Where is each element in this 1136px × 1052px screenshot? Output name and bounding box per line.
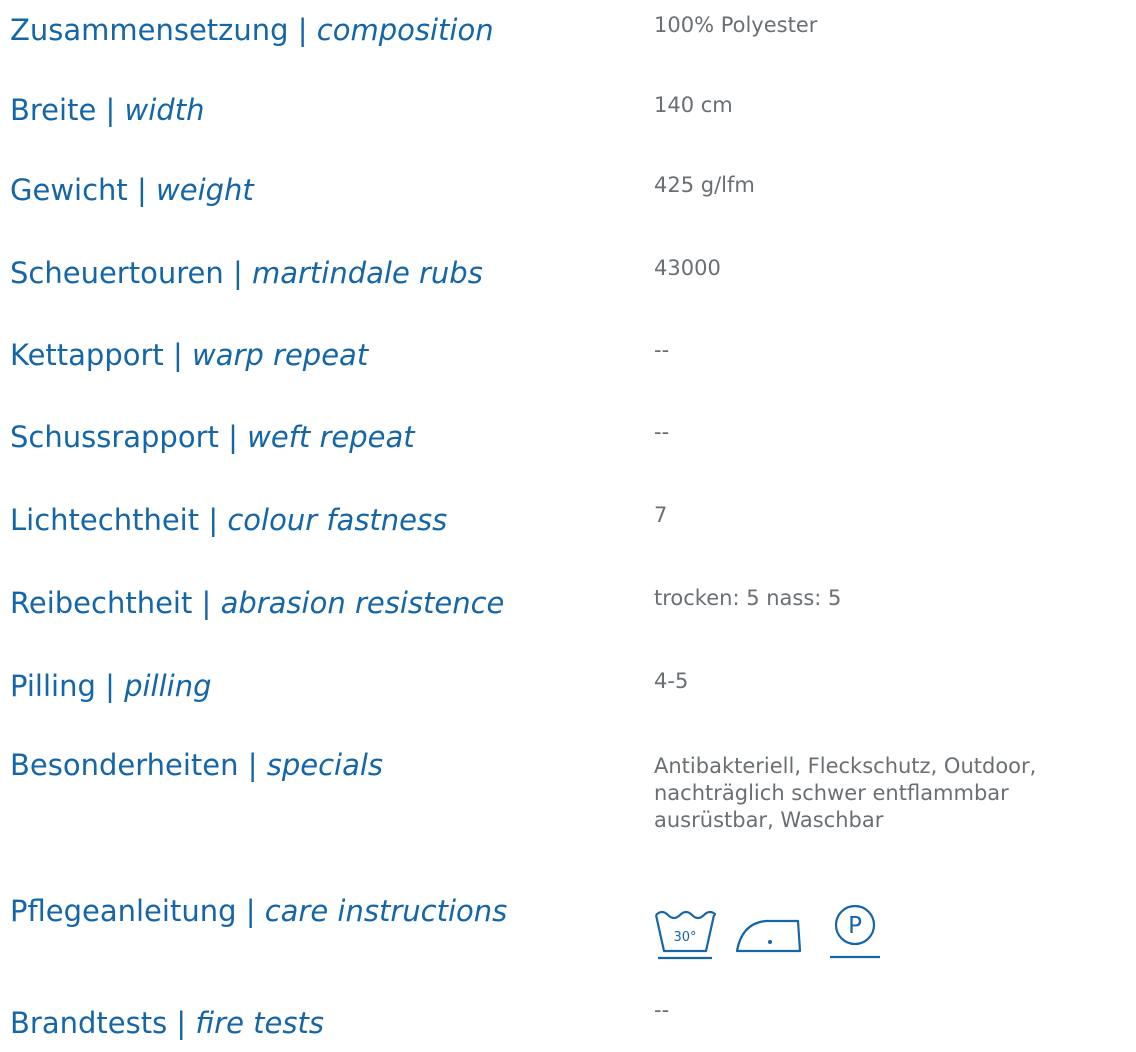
iron-low-icon xyxy=(734,901,806,963)
spec-label: Brandtests | fire tests xyxy=(10,1006,324,1040)
spec-label: Lichtechtheit | colour fastness xyxy=(10,503,448,537)
spec-value: -- xyxy=(654,338,670,362)
spec-label: Pilling | pilling xyxy=(10,669,212,703)
spec-value: 4-5 xyxy=(654,669,689,693)
spec-value: Antibakteriell, Fleckschutz, Outdoor, nachträglich schwer entflammbar ausrüstbar, Waschbar xyxy=(654,754,1037,832)
spec-value: 100% Polyester xyxy=(654,13,818,37)
spec-label: Reibechtheit | abrasion resistence xyxy=(10,586,505,620)
spec-label: Pflegeanleitung | care instructions xyxy=(10,894,508,928)
spec-label: Schussrapport | weft repeat xyxy=(10,420,415,454)
spec-value: 425 g/lfm xyxy=(654,173,755,197)
spec-value: 140 cm xyxy=(654,93,733,117)
spec-label: Zusammensetzung | composition xyxy=(10,13,494,47)
spec-value: 43000 xyxy=(654,256,721,280)
spec-value: -- xyxy=(654,998,670,1022)
spec-label: Gewicht | weight xyxy=(10,173,254,207)
spec-value: -- xyxy=(654,420,670,444)
spec-value: 7 xyxy=(654,503,668,527)
svg-text:30°: 30° xyxy=(673,930,697,945)
spec-label: Breite | width xyxy=(10,93,205,127)
wash-30-icon xyxy=(654,901,716,963)
svg-text:P: P xyxy=(848,913,862,939)
spec-label: Besonderheiten | specials xyxy=(10,748,384,782)
spec-value: trocken: 5 nass: 5 xyxy=(654,586,842,610)
dry-clean-p-icon xyxy=(824,901,886,963)
spec-label: Scheuertouren | martindale rubs xyxy=(10,256,483,290)
spec-label: Kettapport | warp repeat xyxy=(10,338,369,372)
care-icons xyxy=(654,901,886,963)
